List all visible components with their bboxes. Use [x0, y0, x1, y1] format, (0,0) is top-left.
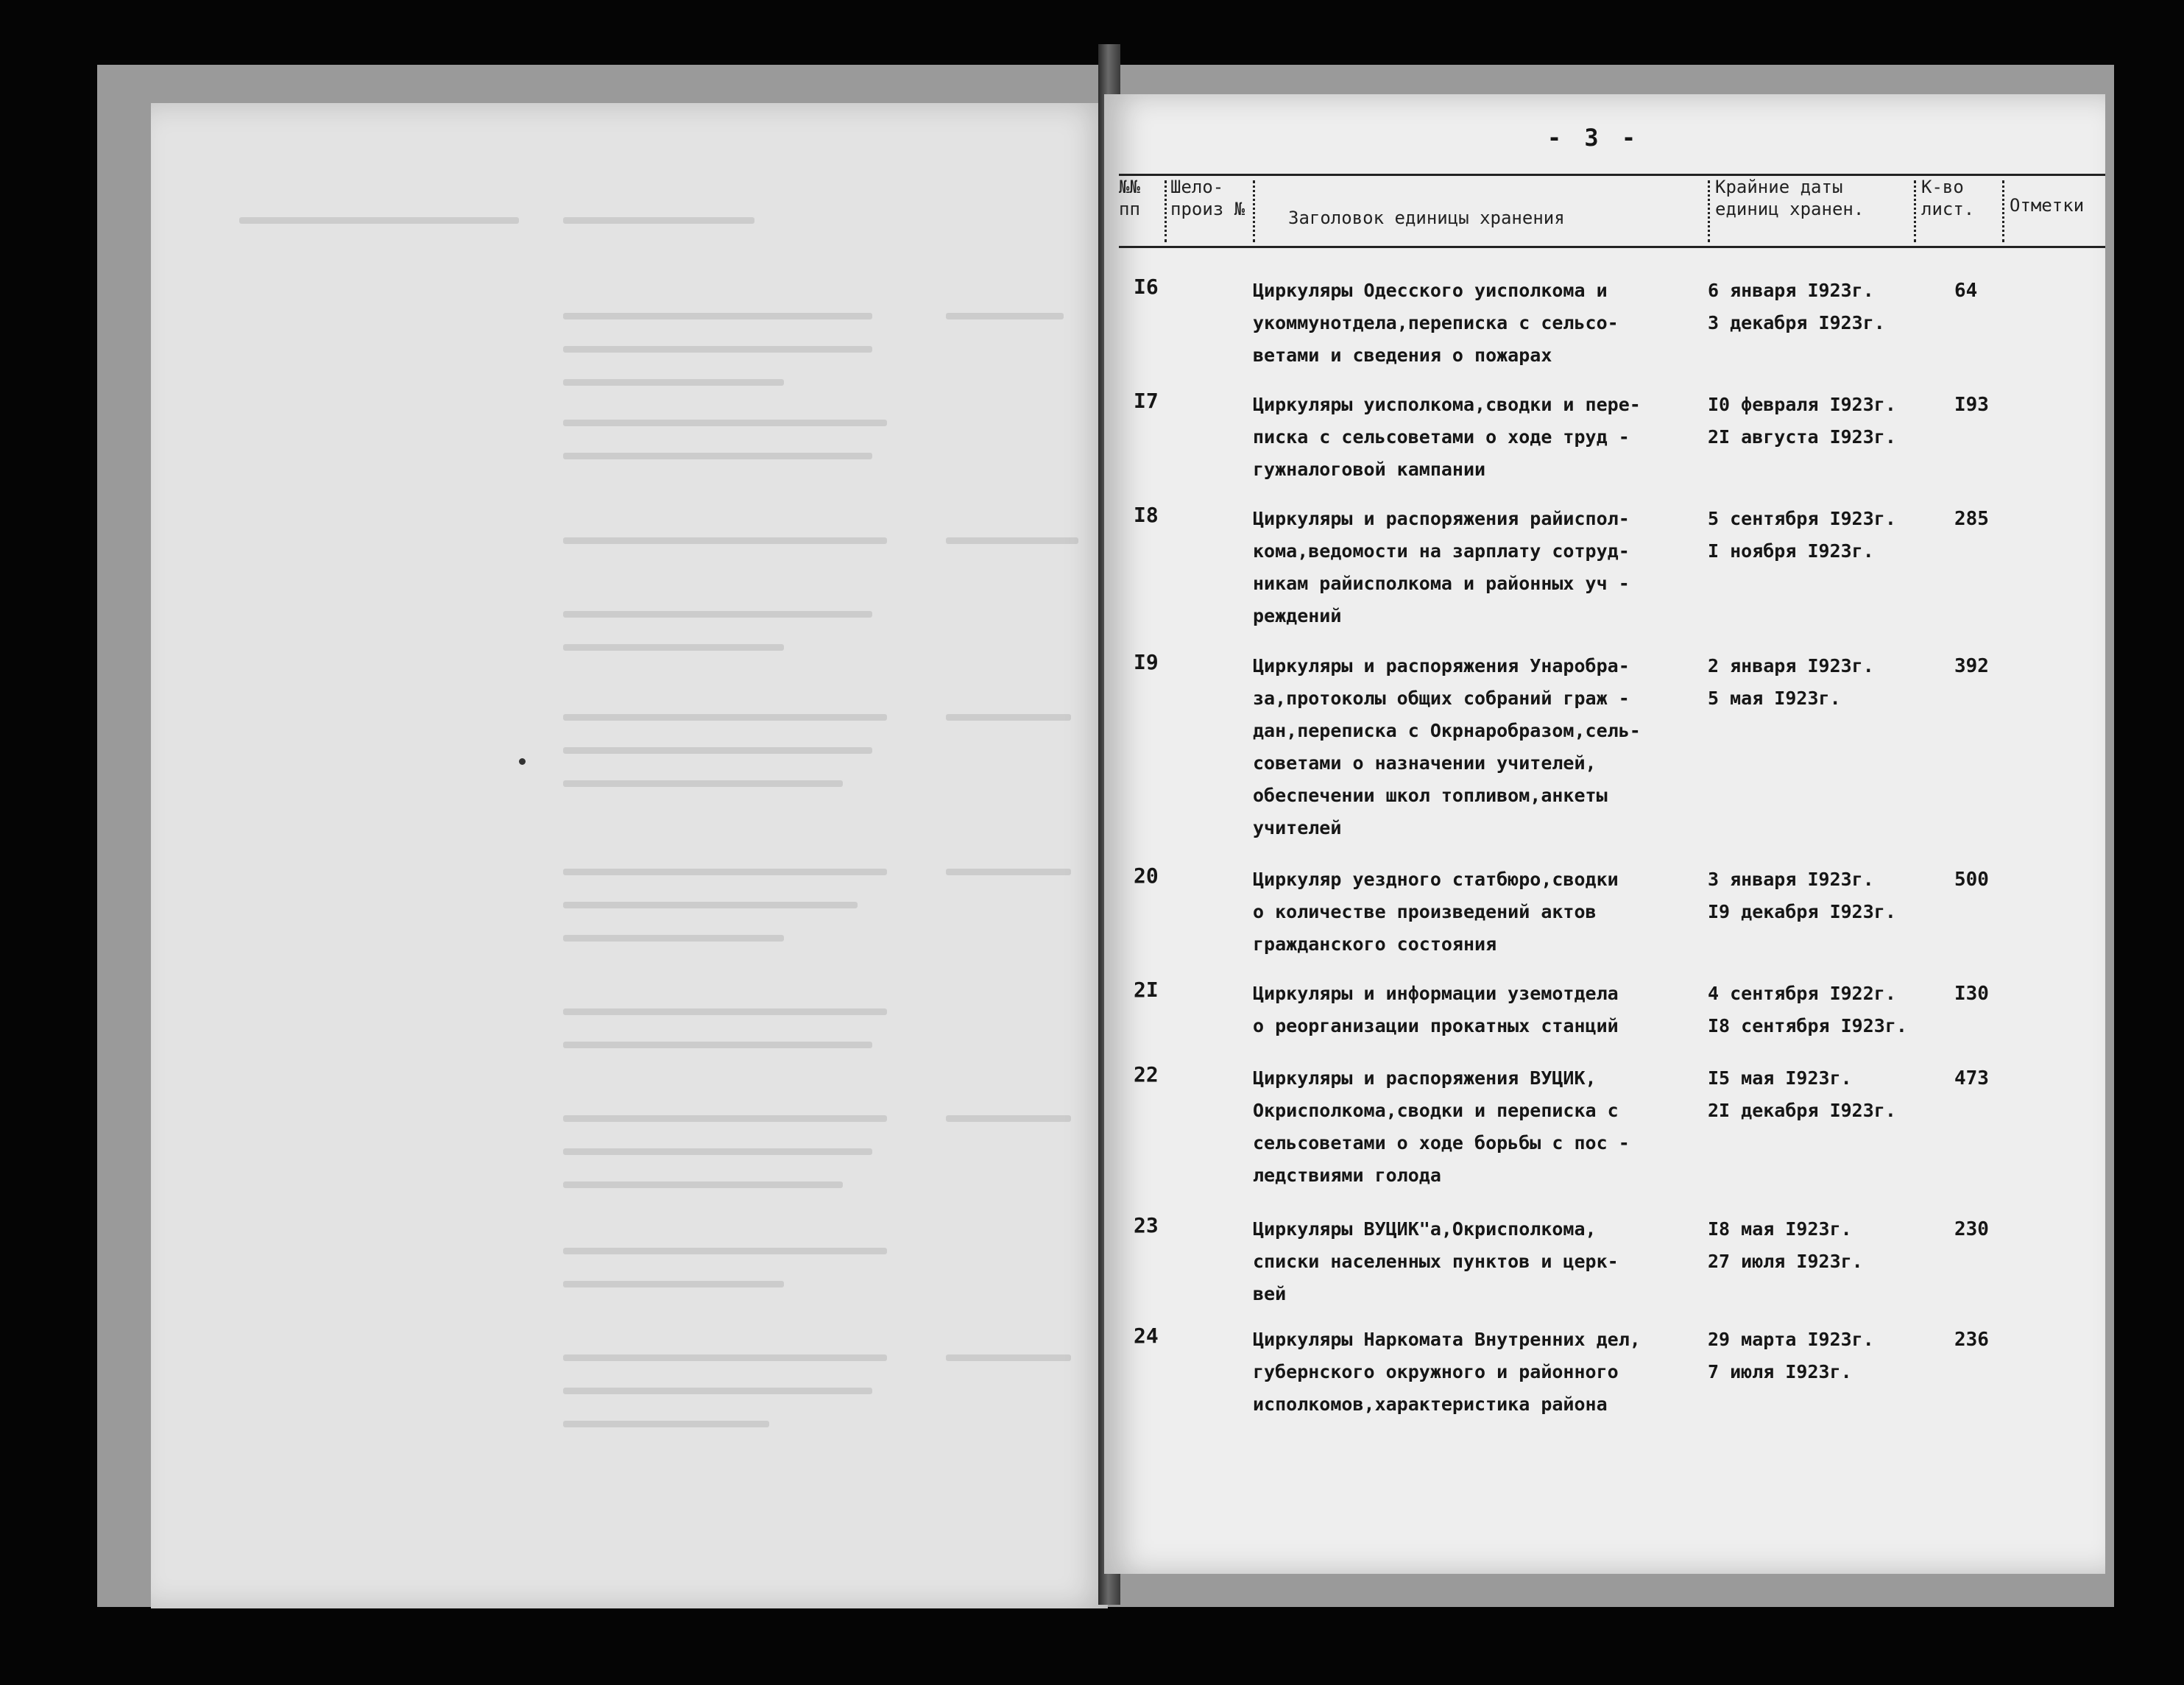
- row-title-line: реждений: [1253, 605, 1342, 626]
- row-title: [1253, 275, 1724, 372]
- row-title-line: Циркуляры уисполкома,сводки и пере-: [1253, 394, 1641, 415]
- row-title-line: никам райисполкома и районных уч -: [1253, 573, 1630, 594]
- row-dates: [1708, 1062, 1951, 1127]
- row-title: [1253, 1062, 1724, 1192]
- row-number: I7: [1134, 389, 1159, 413]
- row-date-line: 3 декабря I923г.: [1708, 312, 1885, 333]
- row-dates: [1708, 650, 1951, 715]
- row-title: [1253, 650, 1724, 844]
- row-title-line: гражданского состояния: [1253, 933, 1497, 955]
- header-dates: Крайние даты единиц хранен.: [1715, 177, 1865, 219]
- row-date-line: I ноября I923г.: [1708, 540, 1874, 562]
- row-title-line: ледствиями голода: [1253, 1165, 1441, 1186]
- row-title-line: списки населенных пунктов и церк-: [1253, 1251, 1619, 1272]
- row-date-line: 29 марта I923г.: [1708, 1329, 1874, 1350]
- row-title-line: Окрисполкома,сводки и переписка с: [1253, 1100, 1619, 1121]
- row-title-line: о реорганизации прокатных станций: [1253, 1015, 1619, 1036]
- row-date-line: 6 января I923г.: [1708, 280, 1874, 301]
- row-title-line: писка с сельсоветами о ходе труд -: [1253, 426, 1630, 448]
- row-dates: [1708, 503, 1951, 568]
- row-date-line: 7 июля I923г.: [1708, 1361, 1852, 1382]
- row-title-line: ветами и сведения о пожарах: [1253, 345, 1552, 366]
- row-title-line: кома,ведомости на зарплату сотруд-: [1253, 540, 1630, 562]
- row-sheets: 230: [1954, 1218, 1989, 1240]
- row-number: 23: [1134, 1213, 1159, 1237]
- row-number: I8: [1134, 503, 1159, 527]
- row-dates: [1708, 863, 1951, 928]
- header-num: №№ пп: [1119, 177, 1140, 219]
- left-page: [151, 103, 1108, 1608]
- row-date-line: 2 января I923г.: [1708, 655, 1874, 677]
- row-title-line: советами о назначении учителей,: [1253, 752, 1597, 774]
- row-dates: [1708, 1213, 1951, 1278]
- row-title: [1253, 863, 1724, 961]
- row-title-line: исполкомов,характеристика района: [1253, 1393, 1608, 1415]
- table-header: [1119, 174, 2105, 248]
- row-title-line: Циркуляры и распоряжения ВУЦИК,: [1253, 1067, 1597, 1089]
- row-title-line: дан,переписка с Окрнаробразом,сель-: [1253, 720, 1641, 741]
- row-sheets: I30: [1954, 983, 1989, 1005]
- row-date-line: 5 мая I923г.: [1708, 688, 1841, 709]
- row-title-line: Циркуляры Одесского уисполкома и: [1253, 280, 1608, 301]
- row-number: 20: [1134, 863, 1159, 888]
- row-dates: [1708, 275, 1951, 339]
- row-title-line: Циркуляры Наркомата Внутренних дел,: [1253, 1329, 1641, 1350]
- row-title-line: Циркуляры и распоряжения Унаробра-: [1253, 655, 1630, 677]
- row-title: [1253, 503, 1724, 632]
- row-title-line: укоммунотдела,переписка с сельсо-: [1253, 312, 1619, 333]
- row-title-line: о количестве произведений актов: [1253, 901, 1597, 922]
- row-sheets: I93: [1954, 394, 1989, 416]
- row-dates: [1708, 389, 1951, 453]
- row-date-line: I0 февраля I923г.: [1708, 394, 1896, 415]
- row-date-line: I8 сентября I923г.: [1708, 1015, 1907, 1036]
- row-title: [1253, 978, 1724, 1042]
- row-date-line: 27 июля I923г.: [1708, 1251, 1863, 1272]
- row-date-line: I9 декабря I923г.: [1708, 901, 1896, 922]
- row-title: [1253, 1324, 1724, 1421]
- header-notes: Отметки: [2010, 195, 2085, 216]
- row-dates: [1708, 978, 1951, 1042]
- row-date-line: 4 сентября I922г.: [1708, 983, 1896, 1004]
- row-number: I6: [1134, 275, 1159, 299]
- row-sheets: 64: [1954, 280, 1978, 302]
- row-number: I9: [1134, 650, 1159, 674]
- row-sheets: 236: [1954, 1329, 1989, 1351]
- page-number: - 3 -: [1547, 124, 1641, 152]
- row-date-line: I5 мая I923г.: [1708, 1067, 1852, 1089]
- row-sheets: 473: [1954, 1067, 1989, 1089]
- header-sheets: К-во лист.: [1921, 177, 1975, 219]
- row-title-line: вей: [1253, 1283, 1287, 1304]
- row-sheets: 285: [1954, 508, 1989, 530]
- row-title-line: Циркуляры и информации уземотдела: [1253, 983, 1619, 1004]
- row-title-line: учителей: [1253, 817, 1342, 838]
- row-date-line: 2I августа I923г.: [1708, 426, 1896, 448]
- row-title-line: губернского окружного и районного: [1253, 1361, 1619, 1382]
- row-number: 22: [1134, 1062, 1159, 1087]
- row-sheets: 392: [1954, 655, 1989, 677]
- row-date-line: 2I декабря I923г.: [1708, 1100, 1896, 1121]
- row-title: [1253, 1213, 1724, 1310]
- header-fond: Шело- произ №: [1170, 177, 1245, 219]
- header-title: Заголовок единицы хранения: [1288, 208, 1565, 228]
- row-date-line: I8 мая I923г.: [1708, 1218, 1852, 1240]
- row-date-line: 5 сентября I923г.: [1708, 508, 1896, 529]
- ink-spot: [519, 758, 526, 765]
- row-title-line: обеспечении школ топливом,анкеты: [1253, 785, 1608, 806]
- row-title-line: Циркуляр уездного статбюро,сводки: [1253, 869, 1619, 890]
- row-title-line: Циркуляры и распоряжения райиспол-: [1253, 508, 1630, 529]
- row-title-line: гужналоговой кампании: [1253, 459, 1486, 480]
- row-title-line: Циркуляры ВУЦИК"а,Окрисполкома,: [1253, 1218, 1597, 1240]
- row-title-line: сельсоветами о ходе борьбы с пос -: [1253, 1132, 1630, 1154]
- row-dates: [1708, 1324, 1951, 1388]
- left-page-bleed-through: [151, 103, 1108, 1608]
- row-title-line: за,протоколы общих собраний граж -: [1253, 688, 1630, 709]
- row-title: [1253, 389, 1724, 486]
- row-number: 24: [1134, 1324, 1159, 1348]
- row-number: 2I: [1134, 978, 1159, 1002]
- row-date-line: 3 января I923г.: [1708, 869, 1874, 890]
- right-page: [1104, 94, 2105, 1574]
- row-sheets: 500: [1954, 869, 1989, 891]
